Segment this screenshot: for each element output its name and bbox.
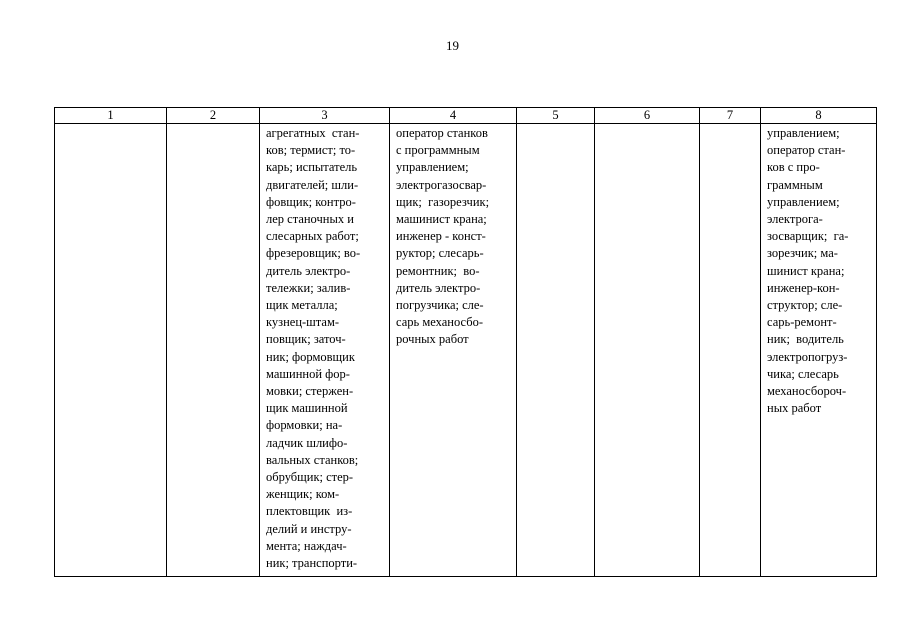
- cell-col-6: [595, 124, 700, 577]
- text-line: сарь-ремонт-: [767, 315, 837, 330]
- text-line: карь; испытатель: [266, 160, 358, 175]
- text-line: руктор; слесарь-: [396, 246, 484, 261]
- text-line: мовки; стержен-: [266, 384, 354, 399]
- cell-col-4-text: [390, 124, 516, 349]
- text-line: зорезчик; ма-: [767, 246, 838, 261]
- text-line: щик металла;: [266, 298, 338, 313]
- text-line: ремонтник; во-: [396, 263, 480, 278]
- column-header-8: 8: [761, 108, 877, 124]
- text-line: граммным: [767, 177, 823, 192]
- column-header-1: 1: [55, 108, 167, 124]
- cell-col-3: [260, 124, 390, 577]
- column-header-7: 7: [700, 108, 761, 124]
- text-line: инженер-кон-: [767, 280, 840, 295]
- text-line: формовки; на-: [266, 418, 343, 433]
- cell-col-1: [55, 124, 167, 577]
- text-line: ник; водитель: [767, 332, 844, 347]
- text-line: управлением;: [396, 160, 469, 175]
- text-line: управлением;: [767, 126, 840, 140]
- text-line: лер станочных и: [266, 212, 354, 227]
- text-line: оператор станков: [396, 126, 488, 140]
- text-line: электрога-: [767, 212, 823, 227]
- text-line: ладчик шлифо-: [266, 435, 348, 450]
- cell-col-5: [517, 124, 595, 577]
- text-line: щик машинной: [266, 401, 348, 416]
- text-line: мента; наждач-: [266, 538, 347, 553]
- cell-col-2: [167, 124, 260, 577]
- text-line: шинист крана;: [767, 263, 845, 278]
- text-line: тележки; залив-: [266, 280, 351, 295]
- text-line: обрубщик; стер-: [266, 470, 354, 485]
- text-line: дитель электро-: [396, 280, 481, 295]
- text-line: вальных станков;: [266, 452, 359, 467]
- text-line: электрогазосвар-: [396, 177, 487, 192]
- text-line: зосварщик; га-: [767, 229, 849, 244]
- text-line: управлением;: [767, 194, 840, 209]
- table-row: [55, 124, 877, 577]
- text-line: двигателей; шли-: [266, 177, 359, 192]
- text-line: плектовщик из-: [266, 504, 353, 519]
- text-line: кузнец-штам-: [266, 315, 340, 330]
- document-table: [54, 107, 877, 577]
- text-line: повщик; заточ-: [266, 332, 346, 347]
- header-row: [55, 108, 877, 124]
- text-line: ник; формовщик: [266, 349, 355, 364]
- text-line: оператор стан-: [767, 143, 846, 158]
- text-line: фовщик; контро-: [266, 194, 356, 209]
- text-line: ник; транспорти-: [266, 556, 358, 571]
- column-header-5: 5: [517, 108, 595, 124]
- text-line: ков с про-: [767, 160, 820, 175]
- text-line: с программным: [396, 143, 480, 158]
- text-line: машинист крана;: [396, 212, 487, 227]
- text-line: делий и инстру-: [266, 521, 352, 536]
- text-line: рочных работ: [396, 332, 469, 347]
- text-line: сарь механосбо-: [396, 315, 483, 330]
- text-line: чика; слесарь: [767, 366, 839, 381]
- text-line: электропогруз-: [767, 349, 848, 364]
- text-line: ков; термист; то-: [266, 143, 356, 158]
- column-header-6: 6: [595, 108, 700, 124]
- text-line: агрегатных стан-: [266, 126, 360, 140]
- text-line: слесарных работ;: [266, 229, 359, 244]
- page-number: 19: [446, 38, 459, 53]
- column-header-2: 2: [167, 108, 260, 124]
- text-line: инженер - конст-: [396, 229, 486, 244]
- text-line: структор; сле-: [767, 298, 843, 313]
- text-line: механосбороч-: [767, 384, 847, 399]
- cell-col-4: [390, 124, 517, 577]
- cell-col-3-text: [260, 124, 389, 572]
- text-line: ных работ: [767, 401, 822, 416]
- text-line: погрузчика; сле-: [396, 298, 484, 313]
- cell-col-8: [761, 124, 877, 577]
- text-line: дитель электро-: [266, 263, 351, 278]
- column-header-4: 4: [390, 108, 517, 124]
- cell-col-7: [700, 124, 761, 577]
- column-header-3: 3: [260, 108, 390, 124]
- text-line: женщик; ком-: [266, 487, 340, 502]
- cell-col-8-text: [761, 124, 876, 417]
- text-line: щик; газорезчик;: [396, 194, 490, 209]
- text-line: машинной фор-: [266, 366, 350, 381]
- text-line: фрезеровщик; во-: [266, 246, 361, 261]
